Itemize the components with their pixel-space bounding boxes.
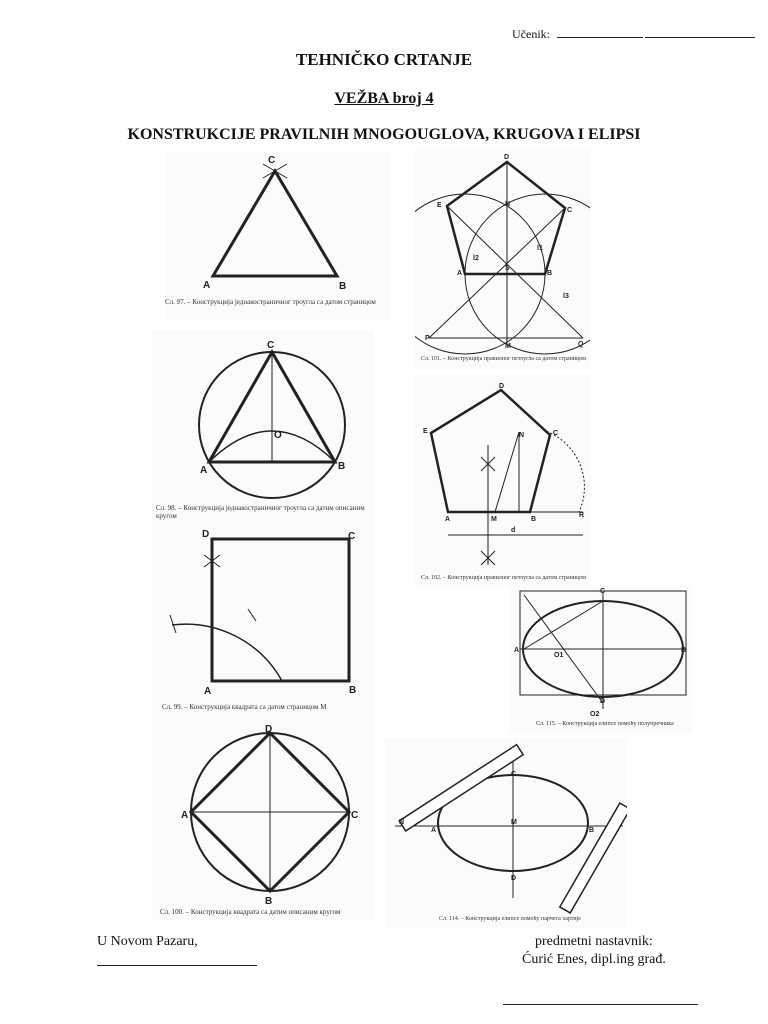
f99-caption: Сл. 99. – Конструкција квадрата са датом страницом M: [162, 703, 327, 711]
f114-label-c: C: [511, 771, 517, 778]
f97-label-b: B: [339, 281, 347, 292]
f102-label-m: M: [491, 516, 497, 523]
f101-label-a: A: [457, 270, 463, 277]
f102-label-e: E: [423, 428, 428, 435]
f114-label-d: D: [511, 875, 517, 882]
figure-100: [152, 720, 374, 920]
f98-label-o: O: [274, 430, 282, 441]
page-title: TEHNIČKO CRTANJE: [295, 50, 473, 69]
student-name-line-2: [645, 37, 755, 38]
f101-label-m: M: [505, 343, 511, 350]
figure-97: [165, 152, 390, 320]
f99-label-d: D: [202, 529, 210, 540]
f102-caption: Сл. 102. – Конструкција правилног петоугла са датом страницом: [421, 575, 586, 581]
figure-102: [415, 375, 590, 587]
f114-label-m: M: [511, 819, 517, 826]
f101-label-d: D: [504, 154, 510, 161]
f98-label-b: B: [338, 461, 346, 472]
f100-label-b: B: [265, 896, 273, 907]
f100-label-d: D: [265, 724, 273, 735]
f115-label-c: C: [600, 588, 606, 595]
f115-label-o2: O2: [590, 711, 600, 718]
f101-label-s: S: [505, 265, 510, 272]
figure-99: [152, 525, 374, 720]
f98-label-c: C: [267, 340, 275, 351]
f101-label-l1: l1: [537, 245, 543, 252]
f97-label-c: C: [268, 155, 276, 166]
f98-caption: Сл. 98. – Конструкција једнакостраничног троугла са датим описаним кругом: [156, 504, 365, 520]
f102-label-a: A: [445, 516, 451, 523]
f101-label-l2: l2: [473, 255, 479, 262]
f101-label-l3: l3: [563, 293, 569, 300]
student-field: [512, 27, 755, 42]
f102-label-d-dim: d: [511, 527, 516, 534]
f101-caption: Сл. 101. – Конструкција правилног петоугла са датом страницом: [421, 356, 586, 362]
f115-label-b: B: [681, 647, 687, 654]
f102-label-b: B: [531, 516, 537, 523]
figure-114-drawing: [385, 738, 627, 928]
f101-label-n: N: [505, 201, 511, 208]
f101-label-e: E: [437, 202, 442, 209]
figure-114: [385, 738, 627, 928]
figure-102-drawing: [415, 375, 590, 587]
figure-98: [152, 330, 374, 540]
f101-label-q: Q: [578, 341, 584, 348]
figure-99-drawing: [152, 525, 374, 720]
f100-caption: Сл. 100. – Конструкција квадрата са датим описаним кругом: [160, 908, 341, 916]
figure-115-drawing: [510, 585, 692, 733]
f114-label-n: N: [399, 819, 405, 826]
figure-101-drawing: [415, 148, 590, 370]
f101-label-b: B: [547, 270, 553, 277]
figure-97-drawing: [165, 152, 390, 320]
figure-100-drawing: [152, 720, 374, 920]
f98-label-a: A: [200, 465, 208, 476]
f101-label-c: C: [567, 207, 573, 214]
student-label: Učenik:: [512, 27, 550, 41]
footer-date-line: [97, 965, 257, 966]
footer-teacher-label: predmetni nastavnik:: [535, 934, 653, 949]
f99-label-b: B: [349, 685, 357, 696]
page-subtitle: KONSTRUKCIJE PRAVILNIH MNOGOUGLOVA, KRUGOVA I ELIPSI: [127, 126, 641, 143]
f102-label-r: R: [579, 512, 585, 519]
footer-place: U Novom Pazaru,: [97, 934, 198, 949]
f97-caption: Сл. 97. – Конструкција једнакостраничног троугла са датом страницом: [165, 298, 376, 306]
f99-label-a: A: [204, 686, 212, 697]
f102-label-d: D: [499, 383, 505, 390]
figure-115: [510, 585, 692, 733]
footer-signature-line: [503, 1004, 698, 1005]
f114-label-b: B: [589, 827, 595, 834]
f115-label-o1: O1: [554, 652, 564, 659]
exercise-number: VEŽBA broj 4: [334, 90, 434, 107]
f102-label-c: C: [553, 430, 559, 437]
f97-label-a: A: [203, 280, 211, 291]
f115-caption: Сл. 115. – Конструкција елипсе помоћу полупречника: [536, 721, 674, 727]
figure-101: [415, 148, 590, 370]
f115-label-d: D: [600, 698, 606, 705]
f115-label-a: A: [514, 647, 520, 654]
f114-label-a: A: [431, 827, 437, 834]
f101-label-p: P: [425, 335, 430, 342]
student-name-line: [557, 37, 643, 38]
f114-caption: Сл. 114. – Конструкција елипсе помоћу парчета хартије: [439, 916, 581, 922]
f102-label-n: N: [519, 432, 525, 439]
f99-label-c: C: [348, 531, 356, 542]
f100-label-c: C: [351, 810, 359, 821]
footer-teacher-name: Ćurić Enes, dipl.ing građ.: [522, 952, 666, 967]
f100-label-a: A: [181, 810, 189, 821]
